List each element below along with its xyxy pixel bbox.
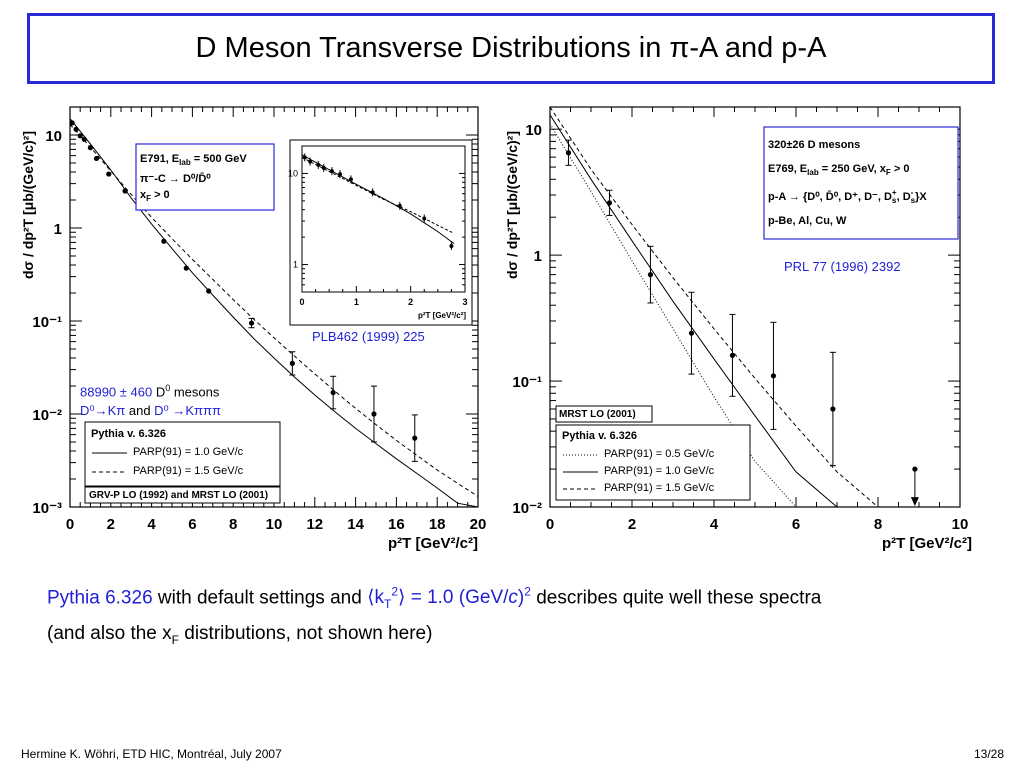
slide-title: D Meson Transverse Distributions in π-A and p-A bbox=[195, 32, 827, 64]
left-data-point bbox=[74, 127, 79, 132]
right-data-point bbox=[566, 150, 571, 155]
stats-count: 88990 ± 460 bbox=[80, 384, 153, 400]
left-legend-title: Pythia v. 6.326 bbox=[91, 428, 167, 440]
left-data-point bbox=[206, 288, 211, 293]
left-stats: 88990 ± 460 $D^0$ mesons D⁰→Kπ and D⁰ →Kπππ bbox=[80, 383, 221, 419]
inset-y-tick-label: 10 bbox=[287, 168, 298, 179]
inset-x-axis-label: p²T [GeV²/c²] bbox=[418, 311, 466, 320]
inset-data-point bbox=[338, 172, 342, 176]
right-x-tick-label: 2 bbox=[627, 516, 637, 533]
right-legend-item-1: PARP(91) = 0.5 GeV/c bbox=[604, 448, 715, 460]
left-y-axis-label: dσ / dp²T [μb/(GeV/c)²] bbox=[20, 130, 36, 280]
right-data-point bbox=[771, 373, 776, 378]
left-x-tick-label: 14 bbox=[347, 516, 364, 533]
left-data-point bbox=[88, 145, 93, 150]
inset-data-point bbox=[308, 160, 312, 164]
left-legend-item-1: PARP(91) = 1.0 GeV/c bbox=[133, 446, 244, 458]
left-data-point bbox=[249, 320, 254, 325]
left-data-point bbox=[106, 171, 111, 176]
inset-x-tick-label: 3 bbox=[462, 297, 468, 307]
inset-data-point bbox=[316, 163, 320, 167]
right-x-tick-label: 10 bbox=[951, 516, 969, 533]
left-x-tick-label: 18 bbox=[428, 516, 446, 533]
inset-data-point bbox=[449, 244, 453, 248]
footer-author: Hermine K. Wöhri, ETD HIC, Montréal, July 2007 bbox=[21, 747, 282, 761]
right-data-point bbox=[607, 200, 612, 205]
decay-2: D⁰ →Kπππ bbox=[154, 403, 221, 419]
right-y-tick-label: 10 bbox=[525, 122, 542, 140]
left-data-point bbox=[290, 361, 295, 366]
inset-x-tick-label: 2 bbox=[408, 297, 414, 307]
inset-data-point bbox=[349, 177, 353, 181]
right-upper-limit-arrow bbox=[911, 497, 919, 506]
decay-1: D⁰→Kπ bbox=[80, 403, 126, 419]
inset-data-point bbox=[371, 190, 375, 194]
left-data-point bbox=[371, 411, 376, 416]
right-x-tick-label: 4 bbox=[709, 516, 719, 533]
left-y-tick-label: 10 bbox=[45, 127, 62, 145]
inset-data-point bbox=[330, 169, 334, 173]
left-y-tick-label: 10⁻² bbox=[32, 406, 62, 424]
left-x-tick-label: 0 bbox=[65, 516, 75, 533]
right-info-box: 320±26 D mesons E769, $E_{lab} = 250$ GeV, $x_F > 0$ p-A → {D⁰, D̄⁰, D⁺, D⁻, D + s , D - s }X p-Be, Al, Cu, W bbox=[768, 139, 927, 228]
inset-chart bbox=[288, 140, 472, 325]
right-data-point bbox=[912, 466, 917, 471]
inset-y-tick-label: 1 bbox=[292, 259, 298, 270]
right-y-tick-label: 1 bbox=[533, 248, 542, 266]
right-y-tick-label: 10⁻¹ bbox=[512, 374, 542, 392]
right-data-point bbox=[730, 353, 735, 358]
inset-data-point bbox=[303, 155, 307, 159]
right-x-tick-label: 0 bbox=[545, 516, 555, 533]
inset-x-tick-label: 1 bbox=[353, 297, 359, 307]
left-data-point bbox=[82, 137, 87, 142]
left-x-tick-label: 6 bbox=[188, 516, 197, 533]
right-data-point bbox=[648, 272, 653, 277]
right-pdf-note: MRST LO (2001) bbox=[559, 409, 636, 420]
right-y-tick-label: 10⁻² bbox=[512, 500, 542, 517]
left-data-point bbox=[78, 133, 83, 138]
left-data-point bbox=[412, 436, 417, 441]
left-x-tick-label: 10 bbox=[265, 516, 283, 533]
right-x-axis-label: p²T [GeV²/c²] bbox=[882, 535, 972, 552]
right-x-tick-label: 6 bbox=[791, 516, 801, 533]
inset-data-point bbox=[398, 204, 402, 208]
left-x-tick-label: 16 bbox=[388, 516, 405, 533]
right-legend-title: Pythia v. 6.326 bbox=[562, 430, 638, 442]
left-x-tick-label: 12 bbox=[306, 516, 324, 533]
right-data-point bbox=[830, 406, 835, 411]
left-y-tick-label: 10⁻³ bbox=[32, 500, 62, 517]
inset-data-point bbox=[422, 217, 426, 221]
right-reference: PRL 77 (1996) 2392 bbox=[784, 259, 901, 274]
left-legend-item-2: PARP(91) = 1.5 GeV/c bbox=[133, 465, 244, 477]
left-x-tick-label: 4 bbox=[147, 516, 156, 533]
slide-caption: Pythia 6.326 with default settings and $⟨k_T^2⟩ = 1.0$ $(GeV/c)^2$ describes quite well these spectra (and also the $x_F$ distributions, not shown here) bbox=[47, 585, 822, 647]
footer-page-number: 13/28 bbox=[973, 747, 1004, 761]
caption-pythia: Pythia 6.326 bbox=[47, 587, 153, 609]
inset-x-tick-label: 0 bbox=[299, 297, 305, 307]
inset-data-point bbox=[322, 166, 326, 170]
right-y-axis-label: dσ / dp²T [μb/(GeV/c)²] bbox=[504, 130, 520, 280]
left-data-point bbox=[161, 239, 166, 244]
left-x-tick-label: 8 bbox=[229, 516, 238, 533]
right-legend-item-2: PARP(91) = 1.0 GeV/c bbox=[604, 465, 715, 477]
right-x-tick-label: 8 bbox=[873, 516, 883, 533]
left-pdf-note: GRV-P LO (1992) and MRST LO (2001) bbox=[89, 490, 269, 501]
left-data-point bbox=[94, 156, 99, 161]
left-x-axis-label: p²T [GeV²/c²] bbox=[388, 535, 478, 552]
left-y-tick-label: 10⁻¹ bbox=[32, 313, 62, 331]
left-y-tick-label: 1 bbox=[53, 220, 62, 238]
inset-background bbox=[287, 140, 472, 325]
left-data-point bbox=[331, 390, 336, 395]
left-data-point bbox=[69, 120, 74, 125]
right-data-point bbox=[689, 331, 694, 336]
left-info-box: E791, $E_{lab} = 500$ GeV π⁻-C → D⁰/D̄⁰ $x_F > 0$ bbox=[140, 153, 247, 204]
right-legend-item-3: PARP(91) = 1.5 GeV/c bbox=[604, 482, 715, 494]
left-x-tick-label: 20 bbox=[469, 516, 487, 533]
left-reference: PLB462 (1999) 225 bbox=[312, 329, 425, 344]
left-x-tick-label: 2 bbox=[106, 516, 115, 533]
left-data-point bbox=[122, 188, 127, 193]
left-data-point bbox=[184, 266, 189, 271]
